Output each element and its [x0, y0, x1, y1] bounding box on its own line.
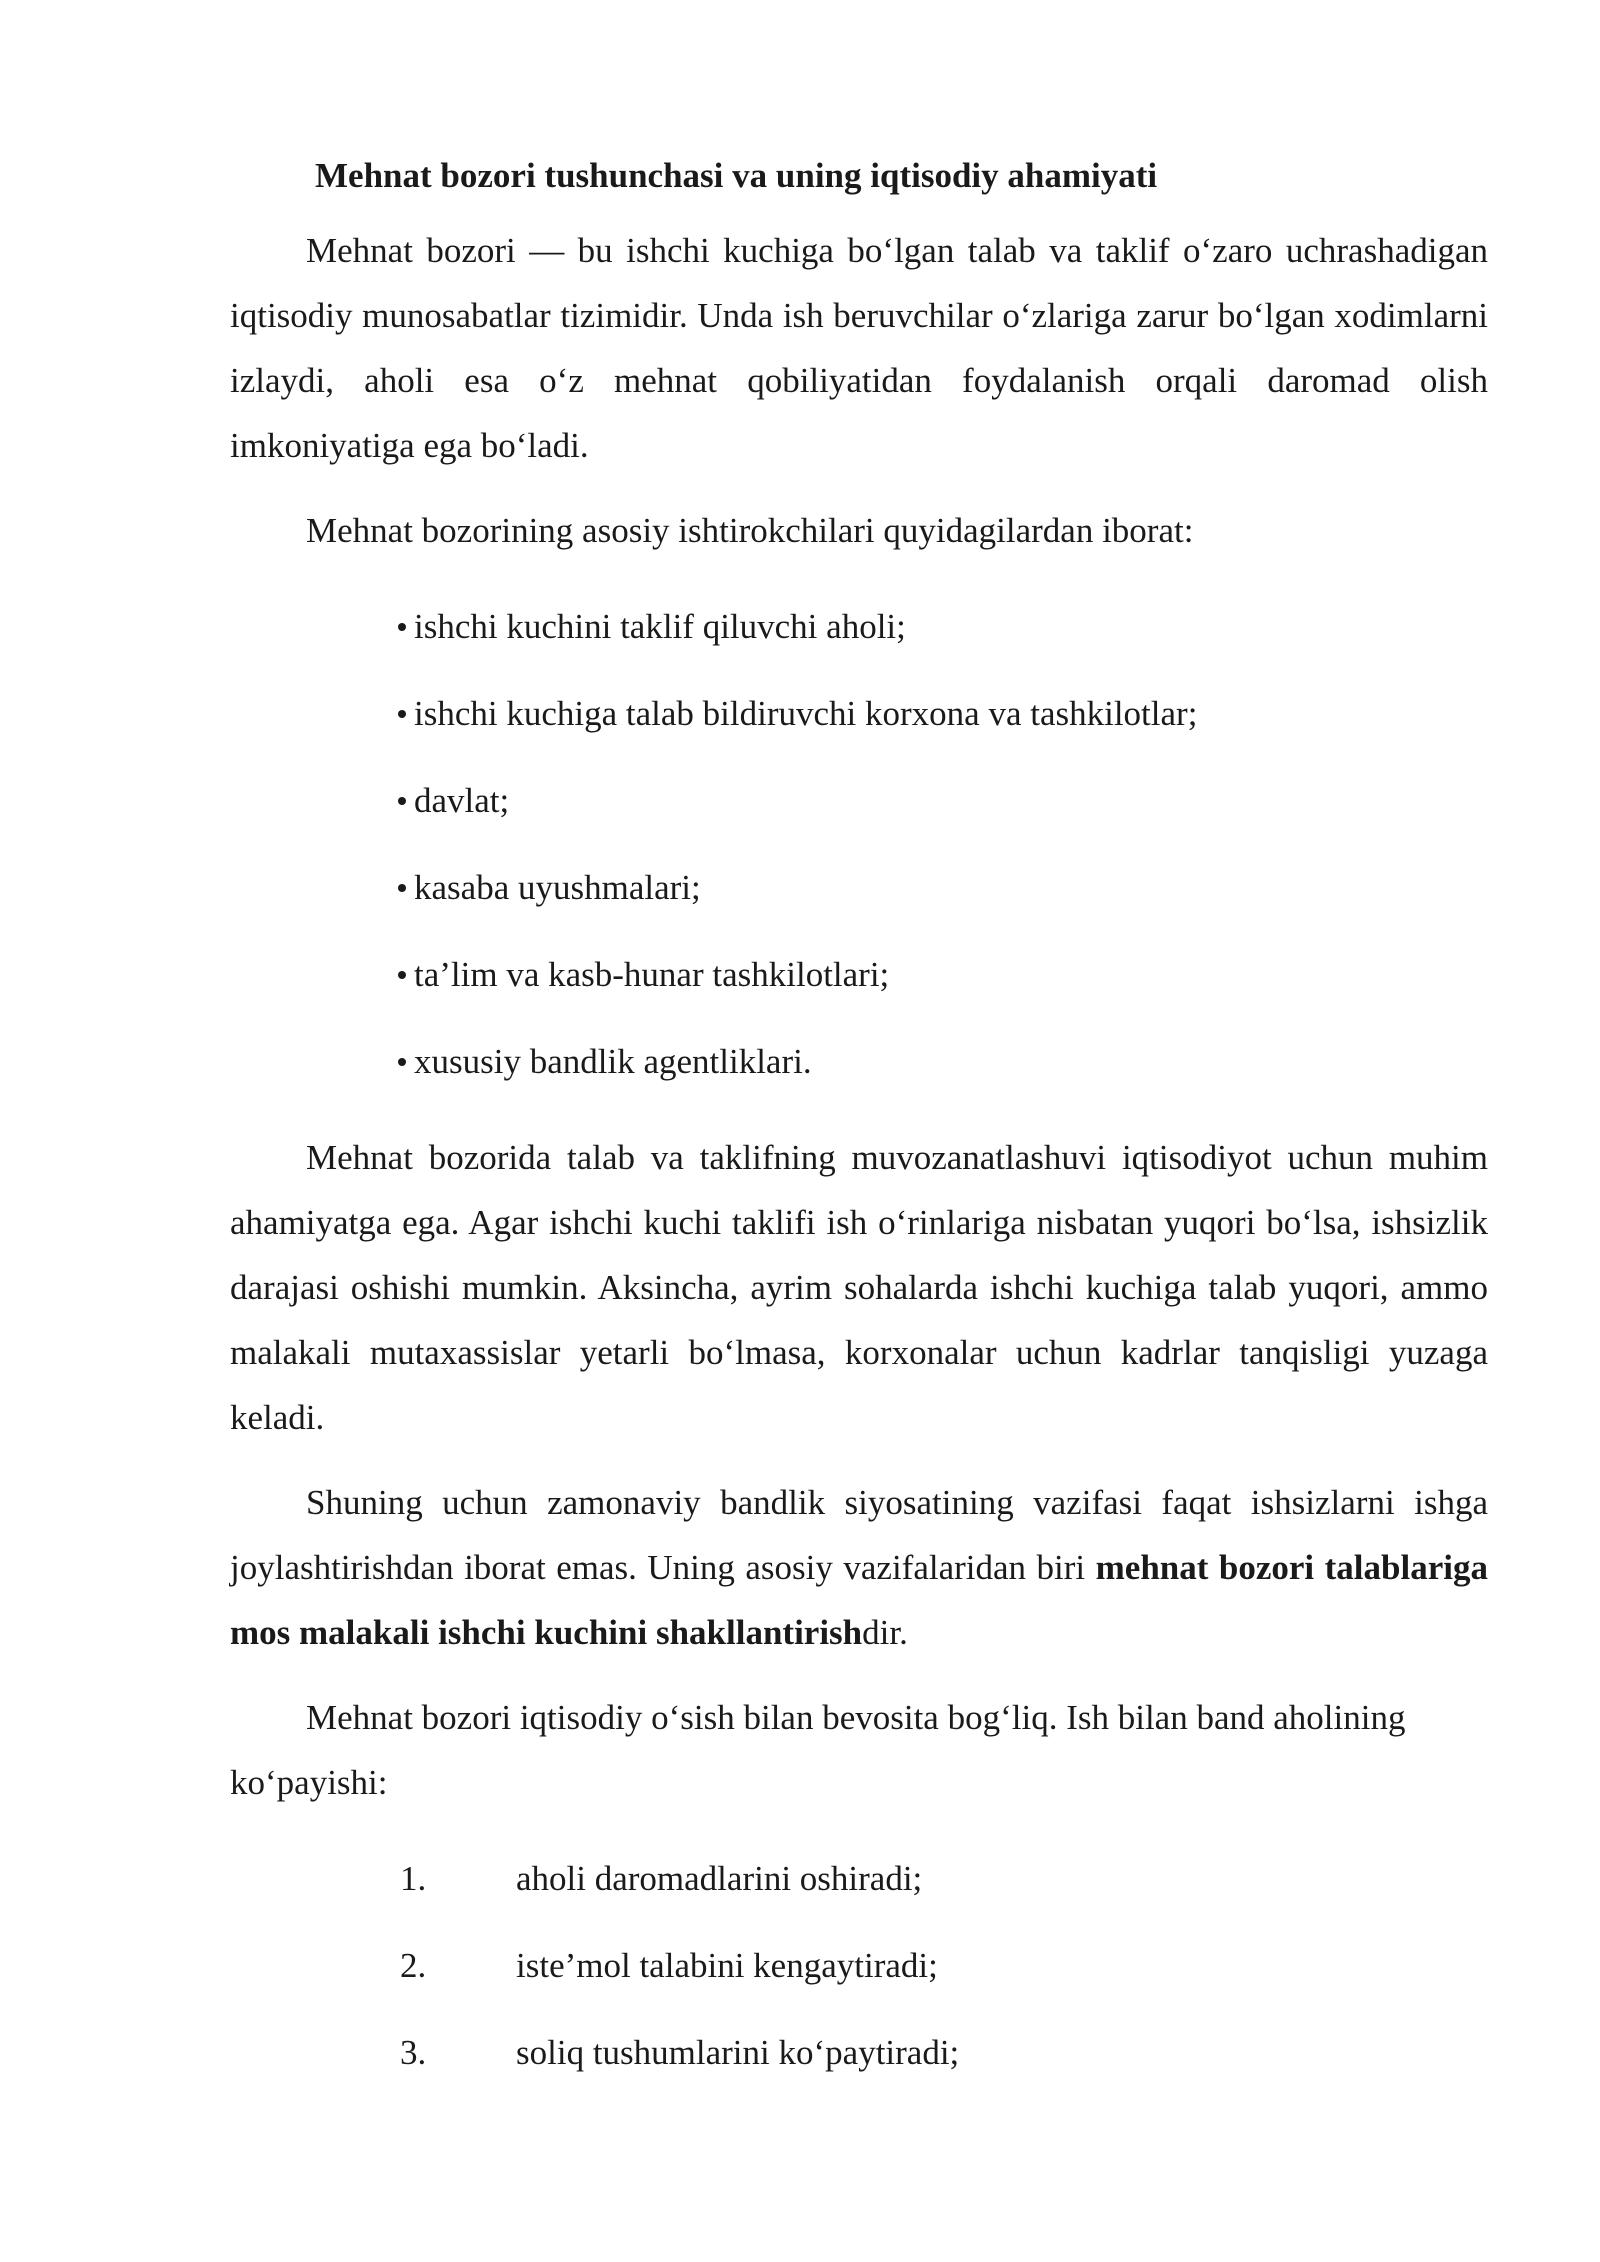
- paragraph-policy-suffix: dir.: [862, 1613, 908, 1652]
- bullet-icon: [398, 884, 406, 892]
- paragraph-growth: Mehnat bozori iqtisodiy o‘sish bilan bevosita bog‘liq. Ish bilan band aholining ko‘payishi:: [230, 1698, 1406, 1802]
- bullet-icon: [398, 971, 406, 979]
- list-item-text: ta’lim va kasb-hunar tashkilotlari;: [414, 955, 890, 994]
- list-item-text: ishchi kuchiga talab bildiruvchi korxona va tashkilotlar;: [414, 694, 1198, 733]
- list-item-number: 1.: [400, 1859, 427, 1898]
- list-item-number: 3.: [400, 2033, 427, 2072]
- list-item-text: xususiy bandlik agentliklari.: [414, 1042, 812, 1081]
- list-item-text: davlat;: [414, 781, 510, 820]
- paragraph-policy-text: Shuning uchun zamonaviy bandlik siyosatining vazifasi faqat ishsizlarni ishga joylashtirishdan iborat emas. Uning asosiy vazifalaridan biri: [230, 1483, 1488, 1587]
- bullet-icon: [398, 1058, 406, 1066]
- list-item: [398, 931, 1488, 1018]
- participants-list: [230, 583, 1488, 1105]
- bullet-icon: [398, 797, 406, 805]
- list-item: [398, 844, 1488, 931]
- document-title: Mehnat bozori tushunchasi va uning iqtisodiy ahamiyati: [315, 156, 1158, 195]
- list-item-text: aholi daromadlarini oshiradi;: [516, 1859, 923, 1898]
- list-item-text: kasaba uyushmalari;: [414, 868, 701, 907]
- paragraph-definition: Mehnat bozori — bu ishchi kuchiga bo‘lgan talab va taklif o‘zaro uchrashadigan iqtisodiy munosabatlar tizimidir. Unda ish beruvchilar o‘zlariga zarur bo‘lgan xodimlarni izlaydi, aholi esa o‘z mehnat qobiliyatidan foydalanish orqali daromad olish imkoniyatiga ega bo‘ladi.: [230, 231, 1488, 465]
- list-item-text: soliq tushumlarini ko‘paytiradi;: [516, 2033, 960, 2072]
- list-item-text: iste’mol talabini kengaytiradi;: [516, 1946, 938, 1985]
- paragraph-participants-intro: Mehnat bozorining asosiy ishtirokchilari quyidagilardan iborat:: [306, 511, 1194, 550]
- list-item-text: ishchi kuchini taklif qiluvchi aholi;: [414, 607, 906, 646]
- bullet-icon: [398, 623, 406, 631]
- paragraph-policy: [230, 1470, 1488, 1665]
- list-item: [398, 757, 1488, 844]
- paragraph-policy-emphasis: mehnat bozori talablariga mos malakali ishchi kuchini shakllantirish: [230, 1548, 1488, 1652]
- list-item: [398, 583, 1488, 670]
- bullet-icon: [398, 710, 406, 718]
- paragraph-balance: Mehnat bozorida talab va taklifning muvozanatlashuvi iqtisodiyot uchun muhim ahamiyatga ega. Agar ishchi kuchi taklifi ish o‘rinlariga nisbatan yuqori bo‘lsa, ishsizlik darajasi oshishi mumkin. Aksincha, ayrim sohalarda ishchi kuchiga talab yuqori, ammo malakali mutaxassislar yetarli bo‘lmasa, korxonalar uchun kadrlar tanqisligi yuzaga keladi.: [230, 1138, 1488, 1437]
- list-item: [400, 1835, 1488, 1922]
- list-item: [400, 2009, 1488, 2096]
- list-item-number: 2.: [400, 1946, 427, 1985]
- effects-list: [230, 1835, 1488, 2096]
- document-page: [230, 150, 1488, 2096]
- list-item: [400, 1922, 1488, 2009]
- list-item: [398, 670, 1488, 757]
- list-item: [398, 1018, 1488, 1105]
